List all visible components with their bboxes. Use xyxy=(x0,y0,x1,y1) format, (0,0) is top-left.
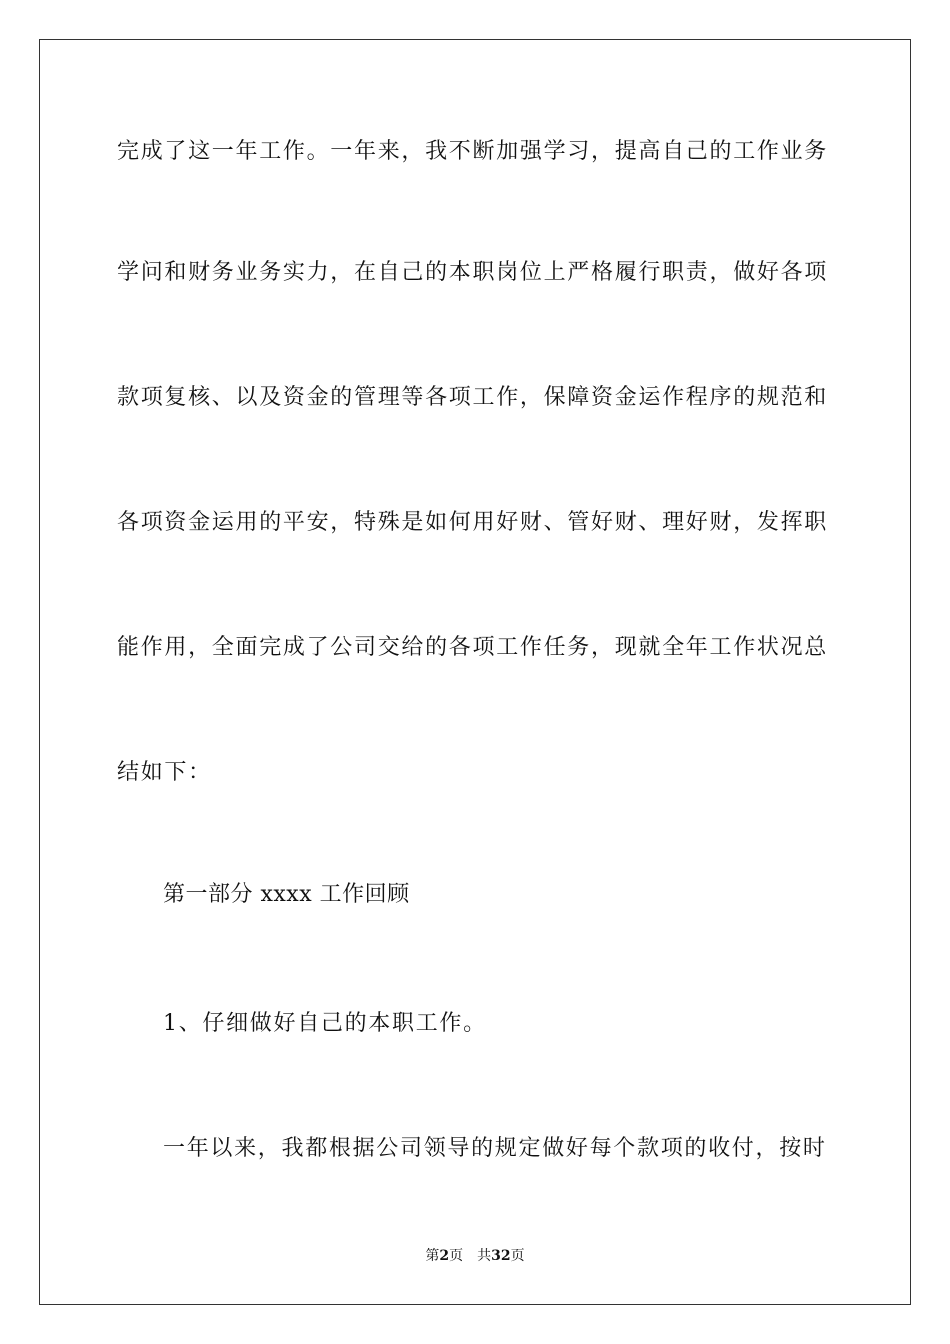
page-footer xyxy=(0,1247,950,1265)
body-text-line: 完成了这一年工作。一年来，我不断加强学习，提高自己的工作业务 xyxy=(117,139,829,164)
body-text-line: 结如下： xyxy=(117,760,212,785)
section-heading: 第一部分 xxxx 工作回顾 xyxy=(163,882,410,907)
body-text-line: 各项资金运用的平安，特殊是如何用好财、管好财、理好财，发挥职 xyxy=(117,510,829,535)
numbered-item-heading: 1、仔细做好自己的本职工作。 xyxy=(163,1011,487,1036)
body-text-line: 款项复核、以及资金的管理等各项工作，保障资金运作程序的规范和 xyxy=(117,385,829,410)
body-text-line: 一年以来，我都根据公司领导的规定做好每个款项的收付，按时 xyxy=(163,1136,827,1161)
body-text-line: 能作用，全面完成了公司交给的各项工作任务，现就全年工作状况总 xyxy=(117,635,829,660)
total-pages: 32 xyxy=(491,1248,511,1264)
page-suffix: 页 xyxy=(449,1248,464,1264)
body-text-line: 学问和财务业务实力，在自己的本职岗位上严格履行职责，做好各项 xyxy=(117,260,829,285)
page-border xyxy=(39,39,911,1305)
total-suffix: 页 xyxy=(510,1248,525,1264)
page-prefix: 第 xyxy=(425,1248,440,1264)
total-prefix: 共 xyxy=(477,1248,492,1264)
page-number: 2 xyxy=(439,1248,450,1264)
